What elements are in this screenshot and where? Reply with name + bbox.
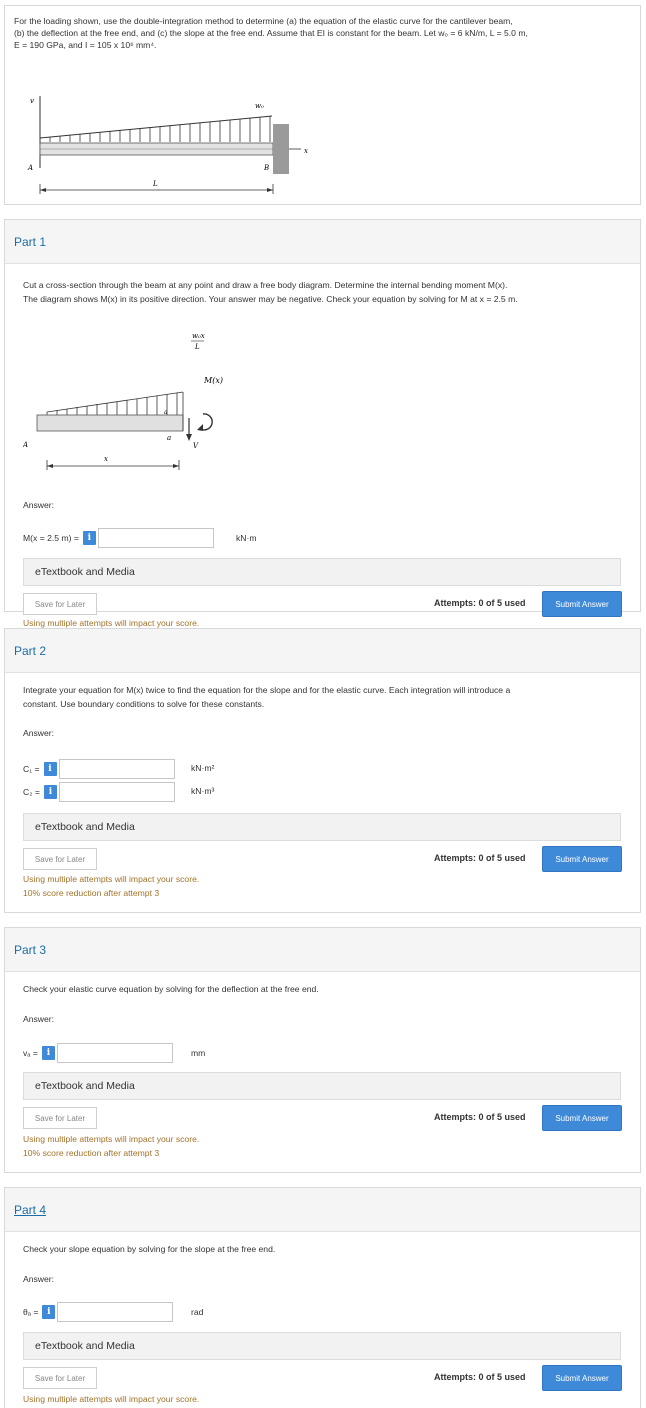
theta-answer-input[interactable] [57,1302,173,1322]
va-answer-row [23,1043,173,1063]
load-label-w0: w₀ [255,102,264,110]
va-unit-label: mm [191,1048,206,1058]
point-label-b: B [264,164,270,172]
instruction-line: constant. Use boundary conditions to solve for these constants. [23,699,265,709]
va-answer-input[interactable] [57,1043,173,1063]
warning-line: Using multiple attempts will impact your score. [23,1134,200,1144]
m-variable-label: M(x = 2.5 m) = [23,533,79,543]
etextbook-media-bar[interactable]: eTextbook and Media [23,558,621,586]
theta-variable-label: θₐ = [23,1307,39,1317]
save-for-later-button[interactable]: Save for Later [23,593,97,615]
moment-label: M(x) [204,376,223,385]
instruction-line: Integrate your equation for M(x) twice to find the equation for the slope and for the elastic curve. Each integration will introduce a [23,685,511,695]
load-label-wx: w₀x [192,332,205,340]
info-icon[interactable]: i [42,1046,55,1060]
info-icon[interactable]: i [44,762,57,776]
part-2-title: Part 2 [14,643,47,658]
info-icon[interactable]: i [42,1305,55,1319]
dimension-label-l: L [153,180,158,188]
wall-support [273,124,289,174]
free-body-diagram [23,322,263,472]
theta-answer-row [23,1302,173,1322]
part-3-header [5,928,640,972]
part-2-instructions [23,683,628,711]
c1-answer-input[interactable] [59,759,175,779]
warning-line: Using multiple attempts will impact your score. [23,618,200,628]
point-label-a: A [23,441,29,449]
submit-answer-button[interactable]: Submit Answer [542,846,622,872]
instruction-line: Cut a cross-section through the beam at any point and draw a free body diagram. Determine the internal bending moment M(x). [23,280,508,290]
etextbook-media-bar[interactable]: eTextbook and Media [23,1072,621,1100]
point-label-a: A [28,164,34,172]
attempts-counter: Attempts: 0 of 5 used [434,1372,526,1382]
axis-label-v: v [30,97,34,105]
info-icon[interactable]: i [83,531,96,545]
warning-line: Using multiple attempts will impact your score. [23,874,200,884]
point-label-a-small: a [167,434,172,442]
statement-line: E = 190 GPa, and I = 105 x 10⁶ mm⁴. [14,40,157,50]
part-4-title[interactable]: Part 4 [14,1202,47,1217]
instruction-line: The diagram shows M(x) in its positive direction. Your answer may be negative. Check your equation by solving for M at x = 2.5 m. [23,294,518,304]
part-3-card [4,927,641,1173]
save-for-later-button[interactable]: Save for Later [23,1107,97,1129]
part-4-header [5,1188,640,1232]
point-label-a-small: a [164,409,168,416]
attempts-counter: Attempts: 0 of 5 used [434,1112,526,1122]
part-4-instructions: Check your slope equation by solving for the slope at the free end. [23,1244,276,1254]
attempts-counter: Attempts: 0 of 5 used [434,598,526,608]
statement-line: For the loading shown, use the double-integration method to determine (a) the equation of the elastic curve for the cantilever beam, [14,16,513,26]
attempt-warning [23,1392,199,1406]
part-1-card [4,219,641,628]
statement-line: (b) the deflection at the free end, and (c) the slope at the free end. Assume that EI is constant for the beam. Let w₀ = 6 kN/m, L = 5.0 m, [14,28,528,38]
etextbook-media-bar[interactable]: eTextbook and Media [23,813,621,841]
theta-unit-label: rad [191,1307,204,1317]
attempt-warning [23,872,199,900]
part-4-card [4,1187,641,1408]
submit-answer-button[interactable]: Submit Answer [542,1105,622,1131]
attempts-counter: Attempts: 0 of 5 used [434,853,526,863]
axis-label-x: x [304,147,308,155]
cantilever-beam-diagram [19,88,319,198]
answer-label: Answer: [23,500,55,510]
part-2-header [5,629,640,673]
va-variable-label: vₐ = [23,1048,38,1058]
answer-label: Answer: [23,1274,55,1284]
part-1-instructions [23,278,623,306]
c2-answer-input[interactable] [59,782,175,802]
warning-line: Using multiple attempts will impact your score. [23,1394,200,1404]
c2-answer-row [23,782,175,802]
shear-label-v: V [193,442,199,450]
save-for-later-button[interactable]: Save for Later [23,848,97,870]
c1-unit-label: kN·m² [191,763,215,773]
attempt-warning [23,1132,199,1160]
answer-label: Answer: [23,728,55,738]
dimension-label-x: x [104,455,108,463]
submit-answer-button[interactable]: Submit Answer [542,1365,622,1391]
answer-label: Answer: [23,1014,55,1024]
m-answer-row [23,528,214,548]
part-1-header [5,220,640,264]
load-arrows [50,116,270,142]
beam-segment [37,415,183,431]
load-label-l: L [195,343,200,351]
part-3-title: Part 3 [14,942,47,957]
c2-unit-label: kN·m³ [191,786,215,796]
submit-answer-button[interactable]: Submit Answer [542,591,622,617]
part-3-instructions: Check your elastic curve equation by solving for the deflection at the free end. [23,984,319,994]
c1-answer-row [23,759,175,779]
c2-variable-label: C₂ = [23,787,40,797]
part-2-card [4,628,641,913]
warning-line: 10% score reduction after attempt 3 [23,1148,160,1158]
info-icon[interactable]: i [44,785,57,799]
part-1-title: Part 1 [14,234,47,249]
m-answer-input[interactable] [98,528,214,548]
etextbook-media-bar[interactable]: eTextbook and Media [23,1332,621,1360]
problem-statement [14,15,631,51]
problem-statement-card [4,5,641,205]
c1-variable-label: C₁ = [23,764,40,774]
m-unit-label: kN·m [236,533,257,543]
save-for-later-button[interactable]: Save for Later [23,1367,97,1389]
warning-line: 10% score reduction after attempt 3 [23,888,160,898]
